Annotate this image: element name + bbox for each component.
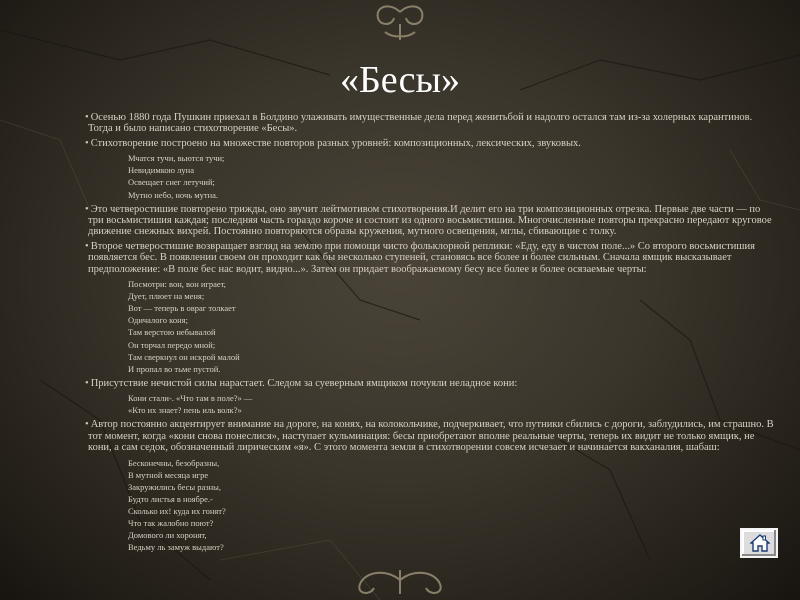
paragraph-text: Это четверостишие повторено трижды, оно звучит лейтмотивом стихотворения.И делит его на три композиционных отрезка. Первые две части — по три восьмистишия каждая; последняя часть гораздо короче и состоит из одного восьмистишия. Многочисленные повторы прекрасно передают круговое движение снежных вихрей. Постоянно повторяются образы кружения, мутного освещения, мглы, сбивающие с толку. (88, 203, 772, 238)
poem-line: Домового ли хоронят, (128, 530, 207, 541)
paragraph-text: Автор постоянно акцентирует внимание на дороге, на конях, на колокольчике, подчеркивает, что путники сбились с дороги, заблудились, им страшно. В тот момент, когда «кони снова понеслися», наступает кульминация: бесы приобретают вполне реальные черты, теперь их видит не только ямщик, не кони, а сам седок, обозначенный лирическим «я». С этого момента земля в стихотворении совсем исчезает и начинается вакханалия, шабаш: (88, 419, 774, 454)
paragraph (88, 112, 778, 135)
home-button[interactable] (740, 528, 778, 558)
poem-line: Одичалого коня; (128, 315, 188, 326)
slide-content (88, 112, 778, 556)
paragraph-text: Второе четверостишие возвращает взгляд на землю при помощи чисто фольклорной реплики: «Еду, еду в чистом поле...» Со второго восьмистишия появляется бес. В появлении своем он проходит как бы несколько ступеней, становясь все более и более сильным. Сначала ямщик высказывает предположение: «В поле бес нас водит, видно...». Затем он придает воображаемому бесу все более и более осязаемые черты: (88, 240, 755, 275)
poem-line: «Кто их знает? пень иль волк?» (128, 405, 242, 416)
paragraph-text: Осенью 1880 года Пушкин приехал в Болдино улаживать имущественные дела перед женитьбой и надолго остался там из-за холерных карантинов. Тогда и было написано стихотворение «Бесы». (88, 112, 753, 135)
poem-line: Посмотри: вон, вон играет, (128, 279, 226, 290)
poem-quote (128, 278, 778, 375)
poem-quote (128, 392, 778, 416)
poem-line: Мутно небо, ночь мутна. (128, 189, 219, 200)
poem-line: Там сверкнул он искрой малой (128, 351, 240, 362)
bottom-ornament (330, 566, 470, 600)
poem-line: Дует, плюет на меня; (128, 291, 205, 302)
poem-line: Он торчал передо мной; (128, 339, 216, 350)
paragraph (88, 138, 778, 149)
poem-line: Там верстою небывалой (128, 327, 216, 338)
poem-line: Закружились бесы разны, (128, 481, 221, 492)
poem-line: И пропал во тьме пустой. (128, 363, 221, 374)
poem-line: Кони стали-. «Что там в поле?» — (128, 393, 253, 404)
poem-quote (128, 152, 778, 200)
poem-line: Что так жалобно поют? (128, 518, 214, 529)
home-icon (750, 534, 770, 552)
poem-line: Мчатся тучи, вьются тучи; (128, 153, 225, 164)
poem-line: Вот — теперь в овраг толкает (128, 303, 236, 314)
poem-line: В мутной месяца игре (128, 469, 209, 480)
paragraph-text: Присутствие нечистой силы нарастает. Следом за суеверным ямщиком почуяли неладное кони: (90, 377, 518, 389)
paragraph (88, 419, 778, 453)
paragraph (88, 378, 778, 389)
paragraph-text: Стихотворение построено на множестве повторов разных уровней: композиционных, лексических, звуковых. (90, 137, 581, 149)
poem-line: Будто листья в ноябре.- (128, 493, 213, 504)
poem-line: Ведьму ль замуж выдают? (128, 542, 224, 553)
poem-line: Сколько их! куда их гонят? (128, 505, 226, 516)
paragraph (88, 204, 778, 238)
page-title: «Бесы» (339, 59, 461, 101)
poem-line: Бесконечны, безобразны, (128, 457, 220, 468)
poem-quote (128, 457, 778, 554)
top-ornament (350, 4, 450, 44)
poem-line: Невидимкою луна (128, 165, 194, 176)
paragraph (88, 241, 778, 275)
poem-line: Освещает снег летучий; (128, 177, 215, 188)
